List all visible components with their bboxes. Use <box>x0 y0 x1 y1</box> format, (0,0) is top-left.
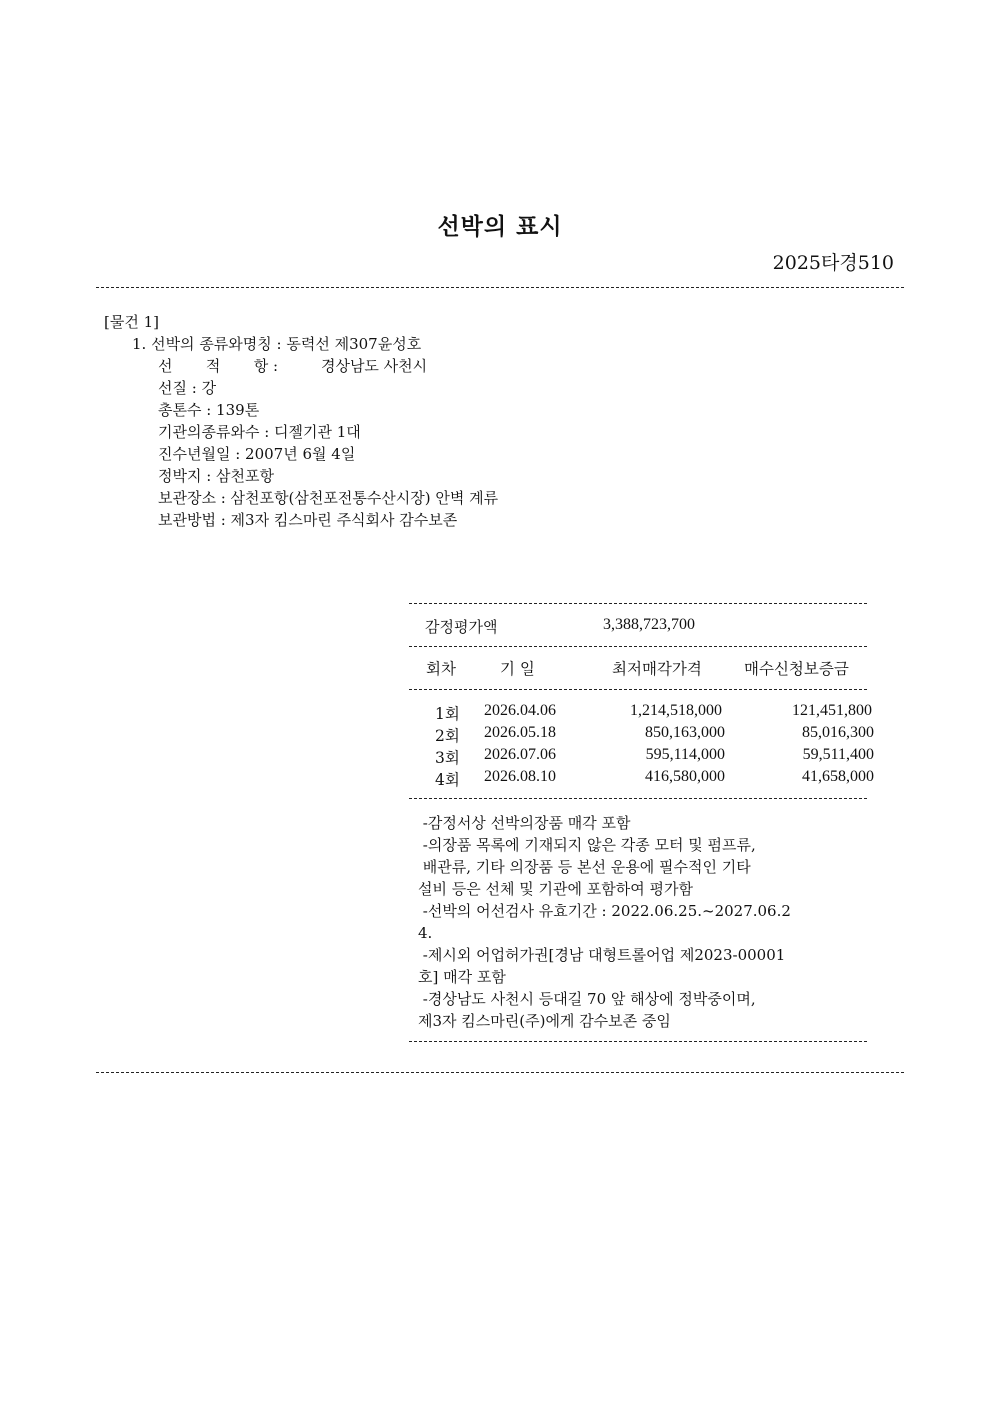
note-line: -경상남도 사천시 등대길 70 앞 해상에 정박중이며, <box>418 990 756 1008</box>
cell-date: 2026.08.10 <box>484 768 556 785</box>
header-round: 회차 <box>426 660 456 678</box>
cell-deposit: 41,658,000 <box>802 768 874 785</box>
cell-date: 2026.05.18 <box>484 724 556 741</box>
cell-min-price: 850,163,000 <box>645 724 725 741</box>
cell-deposit: 121,451,800 <box>792 702 872 719</box>
cell-deposit: 85,016,300 <box>802 724 874 741</box>
item-line-engine: 기관의종류와수 : 디젤기관 1대 <box>158 423 361 441</box>
header-min-price: 최저매각가격 <box>612 660 702 678</box>
cell-deposit: 59,511,400 <box>802 746 874 763</box>
bottom-divider <box>96 1072 904 1073</box>
item-line-storage-place: 보관장소 : 삼천포항(삼천포전통수산시장) 안벽 계류 <box>158 489 499 507</box>
cell-min-price: 595,114,000 <box>645 746 725 763</box>
note-line: -제시외 어업허가권[경남 대형트롤어업 제2023-00001 <box>418 946 786 964</box>
top-divider <box>96 287 904 288</box>
box-divider-bottom <box>409 1041 867 1042</box>
cell-date: 2026.04.06 <box>484 702 556 719</box>
note-line: -감정서상 선박의장품 매각 포함 <box>418 814 631 832</box>
item-line-launch-date: 진수년월일 : 2007년 6월 4일 <box>158 445 356 463</box>
appraisal-label: 감정평가액 <box>425 618 498 636</box>
item-line-storage-method: 보관방법 : 제3자 킴스마린 주식회사 감수보존 <box>158 511 458 529</box>
page-title: 선박의 표시 <box>437 214 563 240</box>
cell-round: 1회 <box>435 705 460 723</box>
note-line: 호] 매각 포함 <box>418 968 506 986</box>
header-date: 기 일 <box>500 660 535 678</box>
case-number: 2025타경510 <box>772 252 894 274</box>
cell-round: 3회 <box>435 749 460 767</box>
table-row <box>0 702 1000 724</box>
note-line: 설비 등은 선체 및 기관에 포함하여 평가함 <box>418 880 693 898</box>
header-deposit: 매수신청보증금 <box>744 660 849 678</box>
item-line-tonnage: 총톤수 : 139톤 <box>158 401 260 419</box>
table-row <box>0 724 1000 746</box>
item-line-material: 선질 : 강 <box>158 379 217 397</box>
table-header-row <box>0 657 1000 679</box>
box-divider-header <box>409 689 867 690</box>
item-label: [물건 1] <box>104 313 159 331</box>
cell-date: 2026.07.06 <box>484 746 556 763</box>
item-line-type-name: 1. 선박의 종류와명칭 : 동력선 제307윤성호 <box>132 335 422 353</box>
cell-round: 4회 <box>435 771 460 789</box>
item-line-anchorage: 정박지 : 삼천포항 <box>158 467 275 485</box>
box-divider-appraisal <box>409 646 867 647</box>
table-row <box>0 768 1000 790</box>
cell-min-price: 1,214,518,000 <box>630 702 722 719</box>
appraisal-value: 3,388,723,700 <box>603 616 695 633</box>
note-line: 배관류, 기타 의장품 등 본선 운용에 필수적인 기타 <box>418 858 751 876</box>
box-divider-table-bottom <box>409 798 867 799</box>
note-line: -의장품 목록에 기재되지 않은 각종 모터 및 펌프류, <box>418 836 756 854</box>
note-line: 4. <box>418 924 433 942</box>
item-line-port: 선 적 항 : 경상남도 사천시 <box>158 357 428 375</box>
note-line: -선박의 어선검사 유효기간 : 2022.06.25.~2027.06.2 <box>418 902 791 920</box>
cell-round: 2회 <box>435 727 460 745</box>
note-line: 제3자 킴스마린(주)에게 감수보존 중임 <box>418 1012 671 1030</box>
box-divider-top <box>409 603 867 604</box>
cell-min-price: 416,580,000 <box>645 768 725 785</box>
table-row <box>0 746 1000 768</box>
